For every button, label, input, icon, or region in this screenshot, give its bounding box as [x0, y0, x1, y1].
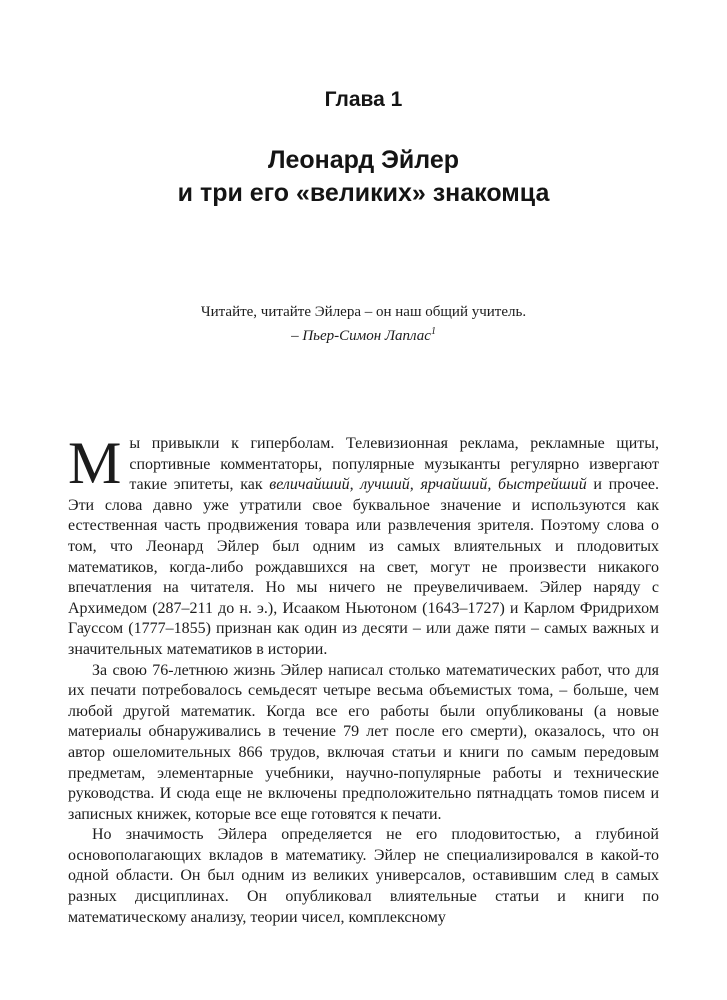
paragraph-text: и прочее. Эти слова давно уже утратили свое буквальное значение и используются как естественная часть продвижения товара или развлечения зрителя. Поэтому слова о том, что Леонард Эйлер был одним из самых влиятельных и плодовитых математиков, когда-либо рождавшихся на свет, могут не произвести никакого впечатления на читателя. Но мы ничего не преувеличиваем. Эйлер наряду с Архимедом (287–211 до н. э.), Исааком Ньютоном (1643–1727) и Карлом Фридрихом Гауссом (1777–1855) признан как один из десяти – или даже пяти – самых важных и значительных математиков в истории.: [68, 476, 659, 658]
paragraph: [68, 661, 659, 826]
paragraph-text: ы привыкли к гиперболам. Телевизионная реклама, рекламные щиты, спортивные комментаторы, популярные музыканты регулярно извергают такие эпитеты, как: [129, 435, 659, 494]
epigraph: [68, 302, 659, 346]
paragraph: [68, 430, 659, 661]
body-text: [68, 430, 659, 928]
paragraph: [68, 825, 659, 928]
footnote-marker: 1: [430, 326, 436, 337]
epigraph-quote: Читайте, читайте Эйлера – он наш общий учитель.: [200, 304, 527, 320]
epigraph-attribution: [68, 326, 659, 346]
chapter-title-line2: и три его «великих» знакомца: [177, 179, 550, 207]
epigraph-attribution-text: – Пьер-Симон Лаплас: [291, 328, 431, 344]
chapter-label: Глава 1: [324, 88, 403, 111]
paragraph-text: За свою 76-летнюю жизнь Эйлер написал столько математических работ, что для их печати потребовалось семьдесят четыре весьма объемистых тома, – больше, чем любой другой математик. Когда все его работы были опубликованы (а новые материалы обнаруживались в течение 79 лет после его смерти), оказалось, что он автор ошеломительных 866 трудов, включая статьи и книги по самым передовым предметам, элементарные учебники, научно-популярные работы и технические руководства. И сюда еще не включены предположительно пятнадцать томов писем и записных книжек, которые все еще готовятся к печати.: [68, 661, 659, 823]
chapter-title: [68, 144, 659, 210]
emphasized-text: величайший, лучший, ярчайший, быстрейший: [269, 476, 587, 494]
drop-cap: М: [68, 430, 122, 496]
chapter-title-line1: Леонард Эйлер: [267, 146, 460, 174]
paragraph-text: Но значимость Эйлера определяется не его плодовитостью, а глубиной основополагающих вкладов в математику. Эйлер не специализировался в какой-то одной области. Он был одним из великих универсалов, оставившим след в самых разных дисциплинах. Он опубликовал влиятельные статьи и книги по математическому анализу, теории чисел, комплексному: [68, 826, 659, 926]
